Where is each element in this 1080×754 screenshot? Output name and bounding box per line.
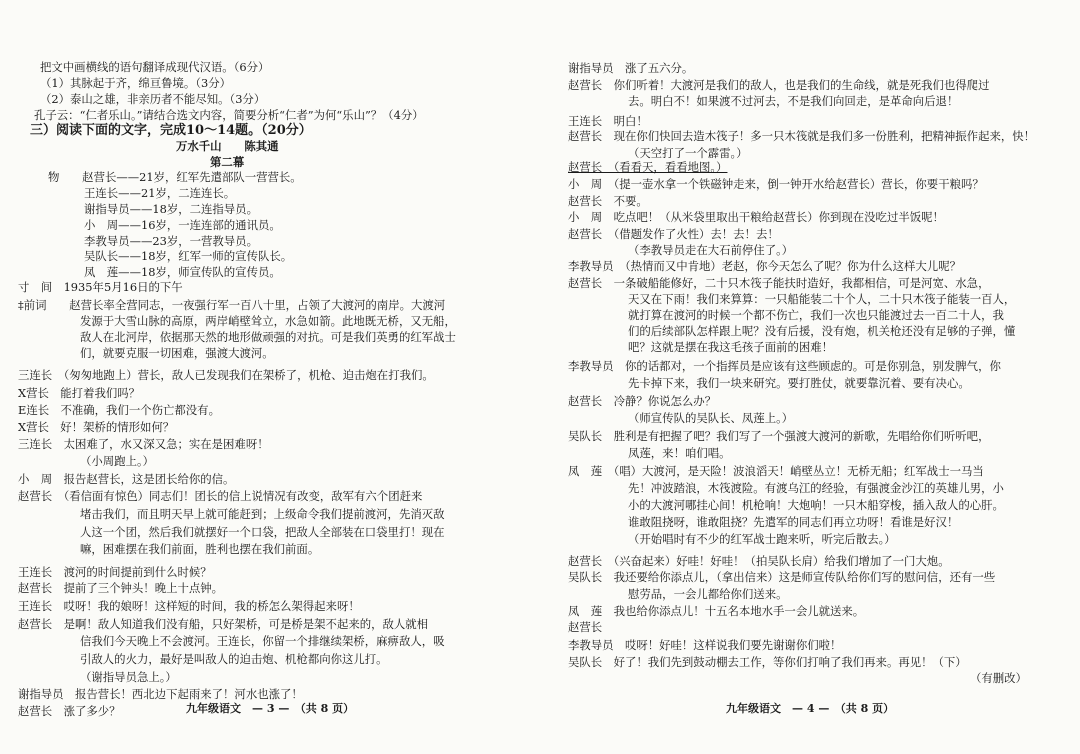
text-line: 们的后续部队怎样跟上呢？没有后援，没有炮，机关枪还没有足够的子弹，懂 bbox=[628, 324, 1016, 338]
text-line: 们，就要克服一切困难，强渡大渡河。 bbox=[80, 346, 274, 360]
text-line: 小的大渡河哪挂心间！机枪响！大炮响！一只木船穿梭，插入敌人的心肝。 bbox=[628, 498, 1004, 512]
exam-page-4 bbox=[540, 0, 1080, 754]
text-line: 赵营长 bbox=[568, 620, 603, 634]
text-line: 小 周 （提一壶水拿一个铁磁钟走来，倒一钟开水给赵营长）营长，你要干粮吗？ bbox=[568, 177, 984, 191]
text-line: 发源于大雪山脉的高原，两岸峭壁耸立，水急如箭。此地既无桥，又无船， bbox=[80, 314, 456, 328]
text-line: 天又在下雨！我们来算算：一只船能装二十个人，二十只木筏子能装一百人， bbox=[628, 292, 1016, 306]
text-line: 谢指导员 涨了五六分。 bbox=[568, 61, 694, 75]
text-line: 吧？这就是摆在我这毛孩子面前的困难！ bbox=[628, 340, 834, 354]
text-line: （李教导员走在大石前停住了。） bbox=[628, 243, 794, 257]
text-line: 小 周——16岁，一连连部的通讯员。 bbox=[84, 218, 281, 232]
text-line: 引敌人的火力，最好是叫敌人的迫击炮、机枪都向你这儿打。 bbox=[80, 652, 388, 666]
text-line: 小 周 吃点吧！（从米袋里取出干粮给赵营长）你到现在没吃过半饭呢！ bbox=[568, 210, 944, 224]
text-line: 赵营长 涨了多少？ bbox=[18, 704, 121, 718]
text-line: 赵营长 是啊！敌人知道我们没有船，只好架桥，可是桥是架不起来的，敌人就相 bbox=[18, 617, 429, 631]
text-line: 小 周 报告赵营长，这是团长给你的信。 bbox=[18, 472, 235, 486]
text-line: 三连长 （匆匆地跑上）营长，敌人已发现我们在架桥了，机枪、迫击炮在打我们。 bbox=[18, 368, 434, 382]
text-line: 先卡掉下来，我们一块来研究。要打胜仗，就要靠沉着、要有决心。 bbox=[628, 376, 970, 390]
text-line: 王连长 渡河的时间提前到什么时候？ bbox=[18, 565, 212, 579]
text-line: 赵营长 你们听着！大渡河是我们的敌人，也是我们的生命线，就是死我们也得爬过 bbox=[568, 78, 990, 92]
text-line: 李教导员 （热情而又中肯地）老赵，你今天怎么了呢？你为什么这样大儿呢？ bbox=[568, 259, 961, 273]
text-line: 赵营长 （看信面有惊色）同志们！团长的信上说情况有改变，敌军有六个团赶来 bbox=[18, 489, 423, 503]
section-heading: 三）阅读下面的文字，完成10～14题。（20分） bbox=[30, 123, 312, 138]
text-line: （小周跑上。） bbox=[80, 454, 155, 468]
text-line: 就打算在渡河的时候一个都不伤亡，我们一次也只能渡过去一百二十人，我 bbox=[628, 308, 1004, 322]
text-line: 堵击我们，而且明天早上就可能赶到；上级命令我们提前渡河，先消灭敌 bbox=[80, 507, 445, 521]
text-line: 敌人在北河岸，依据那天然的地形做顽强的对抗。可是我们英勇的红军战士 bbox=[80, 330, 456, 344]
text-line: （有删改） bbox=[970, 671, 1027, 685]
text-line: 人这一个团，然后我们就摆好一个口袋，把敌人全部装在口袋里打！现在 bbox=[80, 525, 445, 539]
text-line: ‡前词 赵营长率全营同志，一夜强行军一百八十里，占领了大渡河的南岸。大渡河 bbox=[18, 298, 446, 312]
text-line: 先！冲波踏浪，木筏渡险。有渡乌江的经验，有强渡金沙江的英雄儿男，小 bbox=[628, 481, 1004, 495]
text-line: E连长 不准确，我们一个伤亡都没有。 bbox=[18, 403, 220, 417]
text-line: 信我们今天晚上不会渡河。王连长，你留一个排继续架桥，麻痹敌人，吸 bbox=[80, 634, 445, 648]
text-line: 李教导员——23岁，一营教导员。 bbox=[84, 234, 258, 248]
text-line: 凤莲，来！咱们唱。 bbox=[628, 446, 731, 460]
text-line: （师宣传队的吴队长、凤莲上。） bbox=[628, 411, 794, 425]
text-line: 万水千山 陈其通 bbox=[176, 139, 279, 153]
text-line: （开始唱时有不少的红军战士跑来听，听完后散去。） bbox=[628, 532, 896, 546]
text-line: 赵营长 现在你们快回去造木筏子！多一只木筏就是我们多一份胜利，把精神振作起来，快！ bbox=[568, 129, 1036, 143]
text-line: 三连长 太困难了，水又深又急；实在是困难呀！ bbox=[18, 437, 269, 451]
text-line: 王连长 明白！ bbox=[568, 114, 648, 128]
text-line: （2）泰山之雄，非亲历者不能尽知。（3分） bbox=[40, 92, 266, 106]
text-line: Ⅹ营长 能打着我们吗？ bbox=[18, 386, 141, 400]
text-line: 吴队长 胜利是有把握了吧？我们写了一个强渡大渡河的新歌，先唱给你们听听吧， bbox=[568, 429, 990, 443]
text-line: 吴队长 好了！我们先到鼓动棚去工作，等你们打响了我们再来。再见！（下） bbox=[568, 655, 967, 669]
text-line: （谢指导员急上。） bbox=[80, 670, 177, 684]
text-line: （1）其脉起于齐，绵亘鲁境。（3分） bbox=[40, 76, 232, 90]
page-footer: 九年级语文 — 3 — （共 8 页） bbox=[186, 702, 355, 715]
text-line: 把文中画横线的语句翻译成现代汉语。（6分） bbox=[40, 60, 270, 74]
text-line: 寸 间 1935年5月16日的下午 bbox=[18, 280, 183, 294]
section-heading: 第二幕 bbox=[210, 155, 245, 169]
text-line: 王连长 哎呀！我的娘呀！这样短的时间，我的桥怎么架得起来呀！ bbox=[18, 599, 360, 613]
text-line: 赵营长 （借题发作了火性）去！去！去！ bbox=[568, 227, 779, 241]
text-line: 李教导员 你的话都对，一个指挥员是应该有这些顾虑的。可是你别急，别发脾气，你 bbox=[568, 359, 1001, 373]
text-line: 吴队长 我还要给你添点儿，（拿出信来）这是师宣传队给你们写的慰问信，还有一些 bbox=[568, 570, 996, 584]
text-line: 凤 莲 我也给你添点儿！十五名本地水手一会儿就送来。 bbox=[568, 604, 865, 618]
text-line: 物 赵营长——21岁，红军先遣部队一营营长。 bbox=[48, 170, 302, 184]
text-line: （天空打了一个霹雷。） bbox=[628, 146, 748, 160]
text-line: 谢指导员——18岁，二连指导员。 bbox=[84, 202, 258, 216]
text-line: 赵营长 一条破船能修好，二十只木筏子能扶时造好，我都相信，可是河宽、水急， bbox=[568, 276, 990, 290]
text-line: 慰劳品，一会儿都给你们送来。 bbox=[628, 587, 788, 601]
text-line: 赵营长 （兴奋起来）好哇！好哇！（拍吴队长肩）给我们增加了一门大炮。 bbox=[568, 554, 950, 568]
text-line: Ⅹ营长 好！架桥的情形如何？ bbox=[18, 420, 175, 434]
text-line: 赵营长 冷静？你说怎么办？ bbox=[568, 394, 717, 408]
text-line: 谢指导员 报告营长！西北边下起雨来了！河水也涨了！ bbox=[18, 687, 303, 701]
text-line: 李教导员 哎呀！好哇！这样说我们要先谢谢你们啦！ bbox=[568, 638, 842, 652]
text-line: 吴队长——18岁，红军一师的宣传队长。 bbox=[84, 249, 293, 263]
text-line: 去。明白不！如果渡不过河去，不是我们向回走，是革命向后退！ bbox=[628, 94, 959, 108]
text-line: 凤 莲 （唱）大渡河，是天险！波浪滔天！峭壁丛立！无桥无船；红军战士一马当 bbox=[568, 464, 984, 478]
text-line: 嘛，困难摆在我们前面，胜利也摆在我们前面。 bbox=[80, 542, 320, 556]
text-line: 赵营长 不要。 bbox=[568, 194, 648, 208]
text-line: 赵营长 （看看天，看看地图。） bbox=[568, 160, 728, 174]
text-line: 凤 莲——18岁，师宣传队的宣传员。 bbox=[84, 265, 281, 279]
text-line: 谁敢阻挠呀，谁敢阻挠？先遣军的同志们再立功呀！看谁是好汉！ bbox=[628, 515, 959, 529]
text-line: 王连长——21岁，二连连长。 bbox=[84, 186, 236, 200]
text-line: 赵营长 提前了三个钟头！晚上十点钟。 bbox=[18, 581, 224, 595]
text-line: 孔子云：“仁者乐山。”请结合选文内容，简要分析“仁者”为何“乐山”？（4分） bbox=[34, 108, 424, 122]
page-footer: 九年级语文 — 4 — （共 8 页） bbox=[726, 702, 895, 715]
